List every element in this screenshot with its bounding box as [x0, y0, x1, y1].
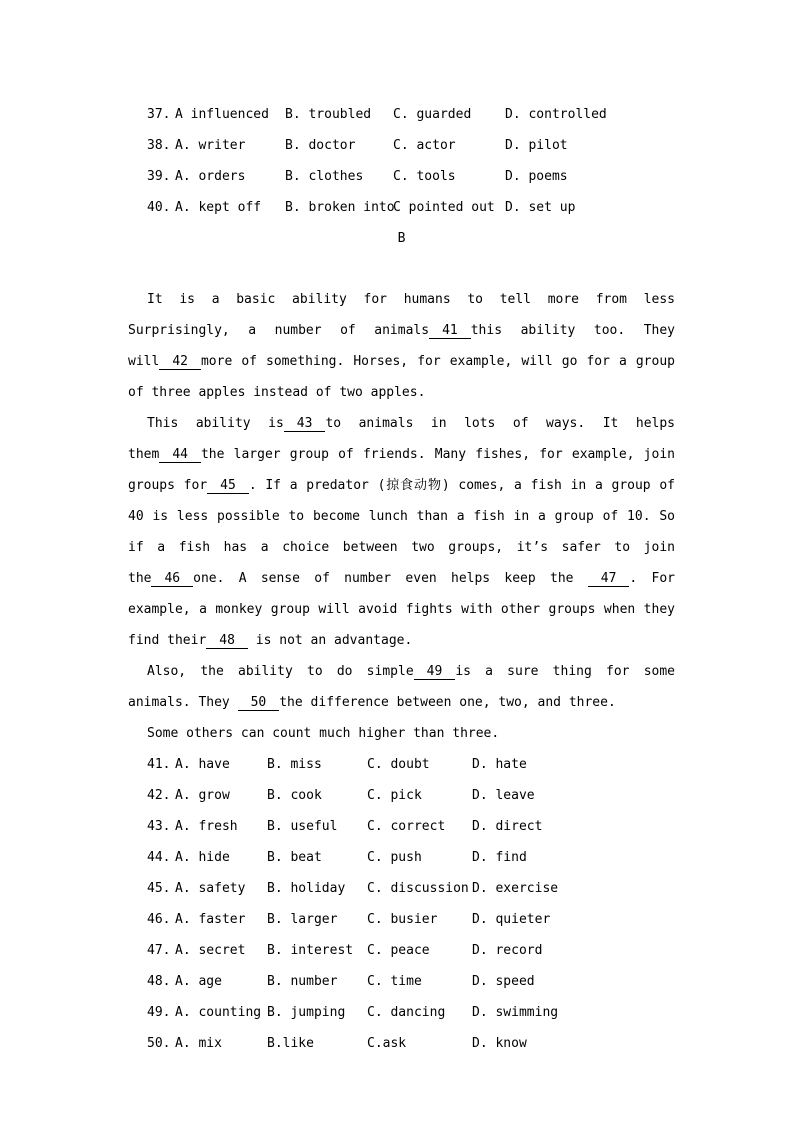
question-row [147, 997, 675, 1028]
question-number: 46. [147, 912, 171, 927]
question-number: 48. [147, 974, 171, 989]
option-a: A. grow [175, 788, 230, 803]
option-d: D. record [472, 943, 543, 958]
option-b: B. cook [267, 788, 322, 803]
option-a: A. hide [175, 850, 230, 865]
option-d: D. poems [505, 169, 568, 184]
option-d: D. hate [472, 757, 527, 772]
option-c: C. push [367, 850, 422, 865]
option-b: B. interest [267, 943, 354, 958]
option-a: A. have [175, 757, 230, 772]
question-row [147, 161, 675, 192]
option-a: A. mix [175, 1036, 222, 1051]
option-d: D. know [472, 1036, 527, 1051]
option-d: D. swimming [472, 1005, 559, 1020]
question-row [147, 966, 675, 997]
option-c: C. doubt [367, 757, 430, 772]
passage-paragraph: This ability is 43 to animals in lots of ways. It helps them 44 the larger group of friends. Many fishes, for example, join groups for 45 . If a predator (掠食动物) comes, a fish in a group of 40 is less possible to become lunch than a fish in a group of 10. So if a fish has a choice between two groups, it’s safer to join the 46 one. A sense of number even helps keep the 47 . For example, a monkey group will avoid fights with other groups when they find their 48 is not an advantage. [128, 416, 676, 648]
passage-paragraph: Also, the ability to do simple 49 is a sure thing for some animals. They 50 the difference between one, two, and three. [128, 664, 675, 710]
cloze-blank-47: 47 [588, 571, 630, 587]
cloze-blank-48: 48 [206, 633, 248, 649]
question-number: 38. [147, 138, 171, 153]
option-a: A. kept off [175, 200, 262, 215]
option-d: D. exercise [472, 881, 559, 896]
question-list-top [128, 99, 675, 223]
option-b: B. holiday [267, 881, 346, 896]
option-c: C. guarded [393, 107, 472, 122]
cloze-blank-43: 43 [284, 416, 326, 432]
question-number: 40. [147, 200, 171, 215]
option-b: B. miss [267, 757, 322, 772]
option-b: B. clothes [285, 169, 364, 184]
passage-paragraph: It is a basic ability for humans to tell more from less Surprisingly, a number of animals 41 this ability too. They will 42 more of something. Horses, for example, will go for a group of three apples instead of two apples. [128, 292, 676, 400]
question-number: 42. [147, 788, 171, 803]
option-c: C. actor [393, 138, 456, 153]
cloze-blank-41: 41 [429, 323, 471, 339]
question-number: 37. [147, 107, 171, 122]
option-d: D. controlled [505, 107, 607, 122]
option-b: B. jumping [267, 1005, 346, 1020]
question-number: 41. [147, 757, 171, 772]
question-row [147, 1028, 675, 1059]
option-b: B.like [267, 1036, 314, 1051]
cloze-blank-45: 45 [207, 478, 249, 494]
option-a: A. orders [175, 169, 246, 184]
option-b: B. troubled [285, 107, 372, 122]
option-a: A. age [175, 974, 222, 989]
question-row [147, 842, 675, 873]
option-d: D. direct [472, 819, 543, 834]
option-a: A influenced [175, 107, 269, 122]
cloze-passage [128, 284, 675, 749]
option-d: D. quieter [472, 912, 551, 927]
option-d: D. set up [505, 200, 576, 215]
option-b: B. beat [267, 850, 322, 865]
option-c: C. time [367, 974, 422, 989]
question-row [147, 904, 675, 935]
option-a: A. secret [175, 943, 246, 958]
option-c: C pointed out [393, 200, 495, 215]
cloze-blank-46: 46 [151, 571, 193, 587]
question-number: 44. [147, 850, 171, 865]
option-d: D. leave [472, 788, 535, 803]
section-label: B [397, 231, 406, 246]
option-b: B. doctor [285, 138, 356, 153]
option-a: A. writer [175, 138, 246, 153]
option-c: C.ask [367, 1036, 407, 1051]
option-c: C. dancing [367, 1005, 446, 1020]
option-a: A. counting [175, 1005, 262, 1020]
option-c: C. pick [367, 788, 422, 803]
option-d: D. speed [472, 974, 535, 989]
option-b: B. larger [267, 912, 338, 927]
cloze-blank-42: 42 [159, 354, 201, 370]
question-list-bottom [128, 749, 675, 1059]
question-row [147, 873, 675, 904]
option-b: B. broken into [285, 200, 395, 215]
cloze-blank-49: 49 [414, 664, 456, 680]
option-c: C. tools [393, 169, 456, 184]
question-number: 49. [147, 1005, 171, 1020]
option-c: C. peace [367, 943, 430, 958]
option-a: A. fresh [175, 819, 238, 834]
question-row [147, 130, 675, 161]
question-number: 39. [147, 169, 171, 184]
question-row [147, 192, 675, 223]
option-c: C. busier [367, 912, 438, 927]
question-row [147, 935, 675, 966]
question-row [147, 99, 675, 130]
cloze-blank-44: 44 [159, 447, 201, 463]
question-number: 43. [147, 819, 171, 834]
question-number: 50. [147, 1036, 171, 1051]
option-d: D. pilot [505, 138, 568, 153]
question-row [147, 749, 675, 780]
option-c: C. discussion [367, 881, 469, 896]
option-c: C. correct [367, 819, 446, 834]
option-a: A. safety [175, 881, 246, 896]
option-b: B. number [267, 974, 338, 989]
cloze-blank-50: 50 [238, 695, 280, 711]
option-b: B. useful [267, 819, 338, 834]
question-row [147, 811, 675, 842]
passage-paragraph: Some others can count much higher than three. [147, 726, 500, 741]
option-a: A. faster [175, 912, 246, 927]
question-row [147, 780, 675, 811]
question-number: 45. [147, 881, 171, 896]
option-d: D. find [472, 850, 527, 865]
question-number: 47. [147, 943, 171, 958]
